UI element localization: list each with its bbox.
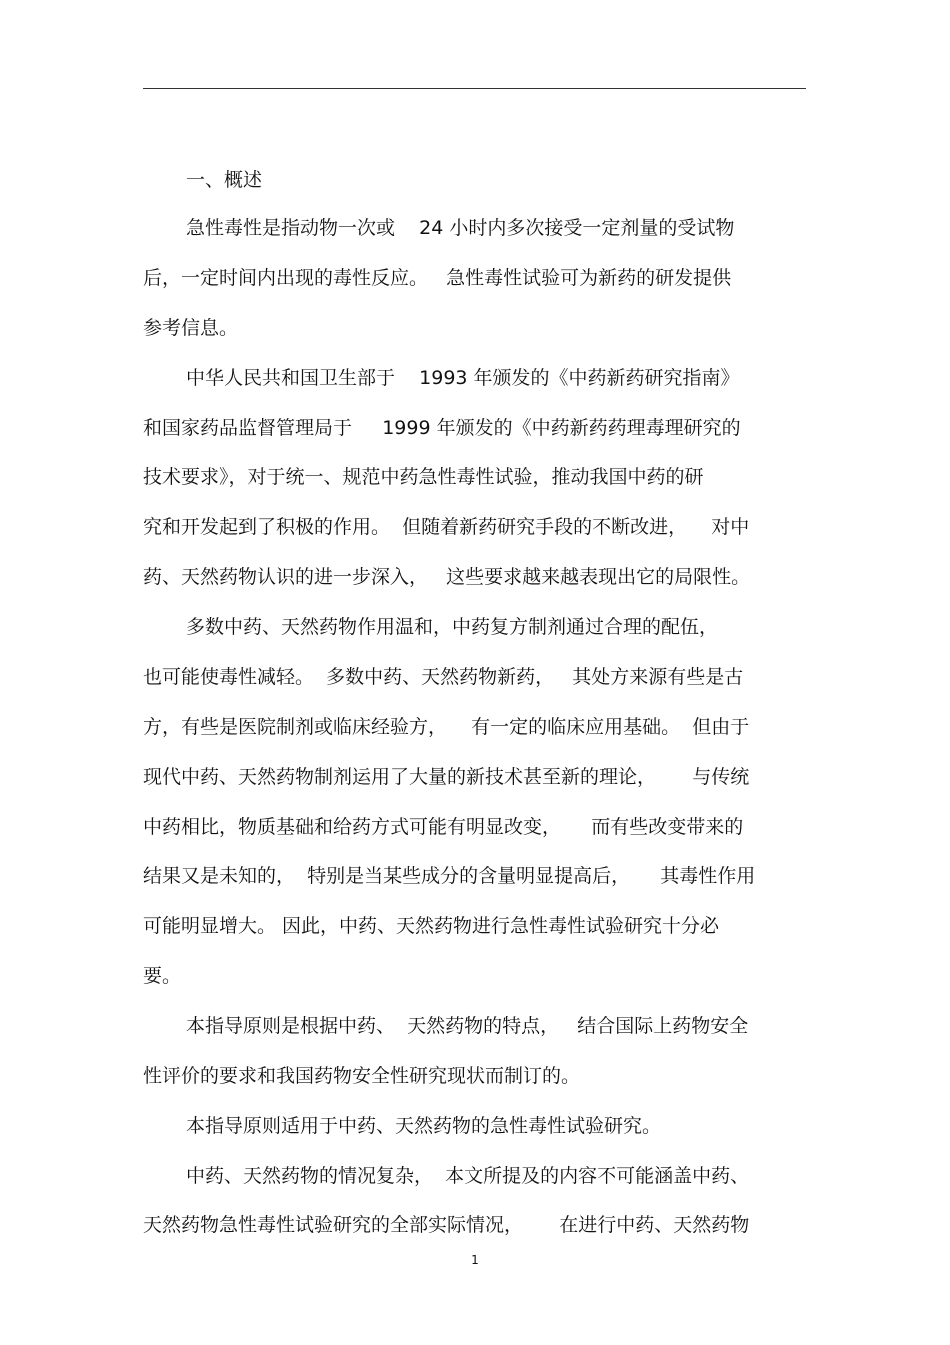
paragraph-line: 本指导原则是根据中药、 天然药物的特点， 结合国际上药物安全	[186, 1015, 749, 1037]
paragraph-line: 参考信息。	[143, 317, 239, 339]
paragraph-line: 要。	[143, 965, 182, 987]
paragraph-line: 后，一定时间内出现的毒性反应。 急性毒性试验可为新药的研发提供	[143, 267, 732, 289]
paragraph-line: 中药、天然药物的情况复杂， 本文所提及的内容不可能涵盖中药、	[186, 1165, 750, 1187]
page-number: 1	[471, 1253, 479, 1267]
section-heading: 一、概述	[186, 169, 263, 191]
paragraph-line: 方，有些是医院制剂或临床经验方， 有一定的临床应用基础。 但由于	[143, 716, 750, 738]
paragraph-line: 中华人民共和国卫生部于 1993 年颁发的《中药新药研究指南》	[186, 367, 740, 389]
paragraph-line: 现代中药、天然药物制剂运用了大量的新技术甚至新的理论， 与传统	[143, 766, 750, 788]
header-rule	[143, 88, 806, 89]
paragraph-line: 可能明显增大。 因此，中药、天然药物进行急性毒性试验研究十分必	[143, 915, 720, 937]
paragraph-line: 技术要求》，对于统一、规范中药急性毒性试验，推动我国中药的研	[143, 466, 704, 488]
paragraph-line: 也可能使毒性减轻。 多数中药、天然药物新药， 其处方来源有些是古	[143, 666, 744, 688]
paragraph-line: 天然药物急性毒性试验研究的全部实际情况， 在进行中药、天然药物	[143, 1214, 750, 1236]
paragraph-line: 和国家药品监督管理局于 1999 年颁发的《中药新药药理毒理研究的	[143, 417, 741, 439]
paragraph-line: 本指导原则适用于中药、天然药物的急性毒性试验研究。	[186, 1115, 662, 1137]
paragraph-line: 多数中药、天然药物作用温和，中药复方制剂通过合理的配伍，	[186, 616, 719, 638]
paragraph-line: 究和开发起到了积极的作用。 但随着新药研究手段的不断改进， 对中	[143, 516, 750, 538]
paragraph-line: 结果又是未知的， 特别是当某些成分的含量明显提高后， 其毒性作用	[143, 865, 756, 887]
paragraph-line: 中药相比，物质基础和给药方式可能有明显改变， 而有些改变带来的	[143, 816, 744, 838]
paragraph-line: 性评价的要求和我国药物安全性研究现状而制订的。	[143, 1065, 581, 1087]
paragraph-line: 药、天然药物认识的进一步深入， 这些要求越来越表现出它的局限性。	[143, 566, 751, 588]
paragraph-line: 急性毒性是指动物一次或 24 小时内多次接受一定剂量的受试物	[186, 217, 735, 239]
